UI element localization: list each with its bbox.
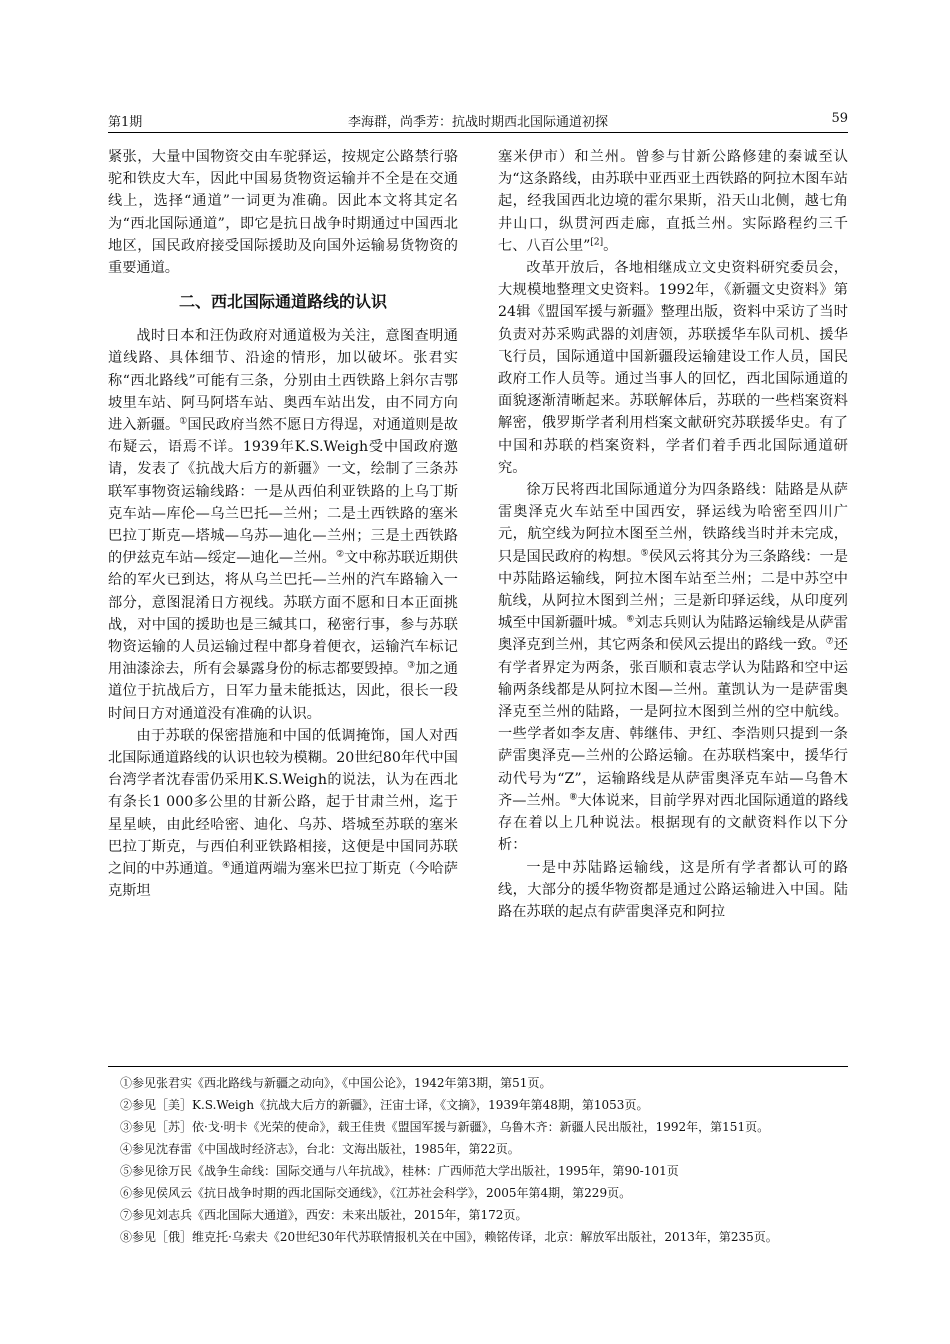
footnote-marker[interactable]: ⑧: [569, 792, 578, 803]
paragraph: [498, 146, 848, 257]
footnote-divider: [108, 1066, 848, 1067]
paragraph-text: 文中称苏联近期供给的军火已到达，将从乌兰巴托—兰州的汽车路输入一部分，意图混淆日方视线。苏联方面不愿和日本正面挑战，对中国的援助也是三缄其口，秘密行事，参与苏联物资运输的人员运输过程中都身着便衣，运输汽车标记用油漆涂去，所有会暴露身份的标志都要毁掉。: [108, 550, 458, 678]
footnote: ①参见张君实《西北路线与新疆之动向》，《中国公论》，1942年第3期，第51页。: [120, 1076, 552, 1090]
page-number: 59: [831, 111, 848, 126]
paragraph-text: 加之通道位于抗战后方，日军力量未能抵达，因此，很长一段时间日方对通道没有准确的认识。: [108, 661, 458, 722]
paragraph-text: 还有学者界定为两条，张百顺和袁志学认为陆路和空中运输两条线都是从阿拉木图—兰州。董凯认为一是萨雷奥泽克至兰州的陆路，一是阿拉木图到兰州的空中航线。一些学者如李友唐、韩继伟、尹红、李浩则只提到一条萨雷奥泽克—兰州的公路运输。在苏联档案中，援华行动代号为“Z”，运输路线是从萨雷奥泽克车站—乌鲁木齐—兰州。: [498, 637, 848, 809]
paragraph: [108, 725, 458, 903]
footnote-marker[interactable]: ⑥: [626, 614, 635, 625]
paragraph-text: 刘志兵则认为陆路运输线是从萨雷奥泽克到兰州，其它两条和侯风云提出的路线一致。: [498, 615, 848, 654]
footnote-marker[interactable]: ③: [407, 660, 416, 671]
paragraph-text: 由于苏联的保密措施和中国的低调掩饰，国人对西北国际通道路线的认识也较为模糊。20世纪80年代中国台湾学者沈春雷仍采用K.S.Weigh的说法，认为在西北有条长1 000多公里的甘新公路，起于甘肃兰州，迄于星星峡，由此经哈密、迪化、乌苏、塔城至苏联的塞米巴拉丁斯克，与西伯利亚铁路相接，这便是中国同苏联之间的中苏通道。: [108, 727, 458, 878]
footnote: ④参见沈春雷《中国战时经济志》，台北：文海出版社，1985年，第22页。: [120, 1142, 520, 1156]
footnote-marker[interactable]: ①: [179, 416, 188, 427]
paragraph: [498, 479, 848, 856]
paragraph: 改革开放后，各地相继成立文史资料研究委员会，大规模地整理文史资料。1992年，《新疆文史资料》第24辑《盟国军援与新疆》整理出版，资料中采访了当时负责对苏采购武器的刘唐领，苏联援华车队司机、援华飞行员，国际通道中国新疆段运输建设工作人员，国民政府工作人员等。通过当事人的回忆，西北国际通道的面貌逐渐清晰起来。苏联解体后，苏联的一些档案资料解密，俄罗斯学者利用档案文献研究苏联援华史。有了中国和苏联的档案资料，学者们着手西北国际通道研究。: [498, 260, 848, 476]
reference-marker[interactable]: [2]: [590, 237, 604, 248]
footnote: ⑤参见徐万民《战争生命线：国际交通与八年抗战》，桂林：广西师范大学出版社，1995年，第90-101页: [120, 1164, 679, 1178]
footnote-marker[interactable]: ⑦: [825, 636, 834, 647]
footnote: ②参见［美］K.S.Weigh《抗战大后方的新疆》，汪宙士译，《文摘》，1939年第48期，第1053页。: [120, 1098, 649, 1112]
paragraph-text: 国民政府当然不愿日方得逞，对通道则是故布疑云，语焉不详。1939年K.S.Weigh受中国政府邀请，发表了《抗战大后方的新疆》一文，绘制了三条苏联军事物资运输线路：一是从西伯利亚铁路的上乌丁斯克车站—库伦—乌兰巴托—兰州；二是土西铁路的塞米巴拉丁斯克—塔城—乌苏—迪化—兰州；三是土西铁路的伊兹克车站—绥定—迪化—兰州。: [108, 417, 458, 567]
footnote: ⑦参见刘志兵《西北国际大通道》，西安：未来出版社，2015年，第172页。: [120, 1208, 528, 1222]
footnote: ⑧参见［俄］维克托·乌索夫《20世纪30年代苏联情报机关在中国》，赖铭传译，北京：解放军出版社，2013年，第235页。: [120, 1230, 778, 1244]
paragraph-text: 战时日本和汪伪政府对通道极为关注，意图查明通道线路、具体细节、沿途的情形，加以破坏。张君实称“西北路线”可能有三条，分别由土西铁路上斜尔吉鄂坡里车站、阿马阿塔车站、奥西车站出发，由不同方向进入新疆。: [108, 328, 458, 434]
header-divider: [108, 132, 848, 133]
paragraph-text: 侯风云将其分为三条路线：一是中苏陆路运输线，阿拉木图车站至兰州；二是中苏空中航线，从阿拉木图到兰州；三是新印驿运线，从印度列城至中国新疆叶城。: [498, 548, 848, 632]
paragraph-text: 塞米伊市）和兰州。曾参与甘新公路修建的秦诚至认为“这条路线，由苏联中亚西亚土西铁路的阿拉木图车站起，经我国西北边境的霍尔果斯，沿天山北侧，越七角井山口，纵贯河西走廊，直抵兰州。实际路程约三千七、八百公里”: [498, 149, 848, 254]
paragraph-text: 徐万民将西北国际通道分为四条路线：陆路是从萨雷奥泽克火车站至中国西安，驿运线为哈密至四川广元，航空线为阿拉木图至兰州，铁路线当时并未完成，只是国民政府的构想。: [498, 482, 848, 565]
right-column: [498, 146, 848, 923]
left-column: [108, 146, 458, 903]
footnote-marker[interactable]: ⑤: [640, 547, 649, 558]
running-title: 李海群，尚季芳：抗战时期西北国际通道初探: [347, 115, 608, 130]
footnote: ③参见［苏］依·戈·明卡《光荣的使命》，载王佳贵《盟国军援与新疆》，乌鲁木齐：新疆人民出版社，1992年，第151页。: [120, 1120, 770, 1134]
paragraph-text: 大体说来，目前学界对西北国际通道的路线存在着以上几种说法。根据现有的文献资料作以下分析：: [498, 792, 848, 854]
paragraph: 一是中苏陆路运输线，这是所有学者都认可的路线，大部分的援华物资都是通过公路运输进入中国。陆路在苏联的起点有萨雷奥泽克和阿拉: [498, 859, 848, 920]
footnote-marker[interactable]: ④: [221, 860, 231, 871]
paragraph: [108, 325, 458, 725]
paragraph-text: 。: [603, 237, 618, 254]
issue-label: 第1期: [108, 115, 143, 130]
footnote: ⑥参见侯风云《抗日战争时期的西北国际交通线》，《江苏社会科学》，2005年第4期，第229页。: [120, 1186, 632, 1200]
paragraph-text: 通道两端为塞米巴拉丁斯克（今哈萨克斯坦: [108, 861, 458, 900]
footnotes: [120, 1072, 850, 1248]
running-header: [108, 109, 848, 131]
footnote-marker[interactable]: ②: [335, 549, 345, 560]
section-heading: 二、西北国际通道路线的认识: [178, 292, 387, 312]
paragraph: 紧张，大量中国物资交由车驼驿运，按规定公路禁行骆驼和铁皮大车，因此中国易货物资运输并不全是在交通线上，选择“通道”一词更为准确。因此本文将其定名为“西北国际通道”，即它是抗日战争时期通过中国西北地区，国民政府接受国际援助及向国外运输易货物资的重要通道。: [108, 149, 458, 277]
